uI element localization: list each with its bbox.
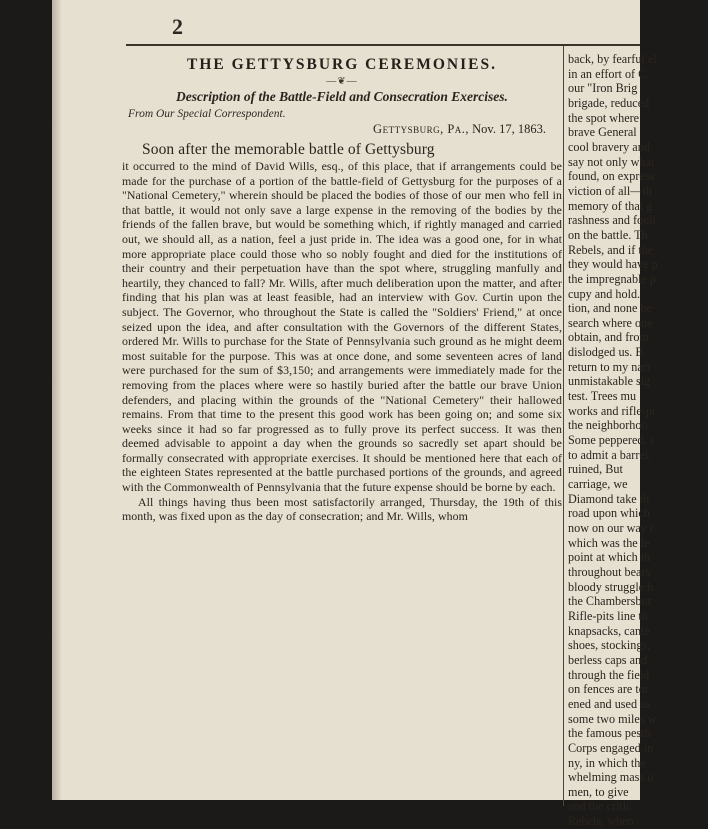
article-paragraph-1: it occurred to the mind of David Wills, esq., of this place, that if arrangements could be made for the purchase of a portion of the battle-field of Gettysburg for the purposes of a "National Cemetery," wherein should be placed the bodies of those of our men who fell in that battle, it would not only save a large expense in the removing of the bodies by the friends of the fallen brave, but would be something which, if rightly managed and carried out, we should all, as a nation, feel a just pride in. The idea was a good one, for in what more appropriate place could those who so nobly fought and died for the institutions of their country and their perpetuation have than the spot where, struggling manfully and heartily, they chanced to fall? Mr. Wills, after much deliberation upon the matter, and after finding that his plan was at least feasible, had an interview with Gov. Curtin upon the subject. The Governor, who throughout the State is called the "Soldiers' Friend," at once seized upon the idea, and after consultation with the Governors of the different States, ordered Mr. Wills to purchase for the State of Pennsylvania such ground as he might deem most suitable for the purpose. This was at once done, and some seventeen acres of land were purchased for the sum of $3,150; and arrangements were immediately made for the removing from the places where were so hastily buried after the battle our brave Union defenders, and placing within the grounds of the "National Cemetery" their hallowed remains. From that time to the present this good work has been going on; and some six weeks since it had so far progressed as to fully prove its perfect success. It was then deemed advisable to appoint a day when the grounds so sacredly set apart should be formally consecrated with appropriate exercises. It should be mentioned here that each of the eighteen States represented at the battle purchased portions of the grounds, and agreed with the Commonwealth of Pennsylvania that the future expense should be borne by each. xyxy=(122,159,562,495)
right-column-line: knapsacks, cante xyxy=(568,623,650,638)
article-headline: THE GETTYSBURG CEREMONIES. xyxy=(187,56,497,73)
right-column-line: on the battle. Th xyxy=(568,227,648,242)
right-column-line: they would have p xyxy=(568,257,658,272)
right-column-line: unmistakable sig xyxy=(568,374,651,389)
right-column-line: ruined, But xyxy=(568,462,623,477)
right-column-line: test. Trees mu xyxy=(568,389,637,404)
right-column-line: Rebels, and if the xyxy=(568,242,654,257)
page-number: 2 xyxy=(172,14,183,39)
right-column-line: through the field xyxy=(568,667,650,682)
source-line: From Our Special Correspondent. xyxy=(128,108,286,120)
dateline-date: Nov. 17, 1863. xyxy=(472,122,546,136)
page-edge-shadow xyxy=(52,0,62,800)
right-column-line: rashness and fooli xyxy=(568,213,657,228)
right-column-line: the neighborhoo xyxy=(568,418,648,433)
right-column-line: which was the le xyxy=(568,535,650,550)
right-column-line: cupy and hold. xyxy=(568,286,641,301)
lead-line: Soon after the memorable battle of Gettysburg xyxy=(142,141,435,158)
article-paragraph-2: All things having thus been most satisfactorily arranged, Thursday, the 19th of this month, was fixed upon as the day of consecration; and Mr. Wills, whom xyxy=(122,494,562,524)
right-column-line: Some peppered, s xyxy=(568,433,655,448)
newspaper-page xyxy=(52,0,658,829)
right-column-line: to admit a barrel, xyxy=(568,447,652,462)
right-column-line: dislodged us. B xyxy=(568,345,644,360)
right-column-line: brave General xyxy=(568,125,637,140)
right-column-line: obtain, and from xyxy=(568,330,649,345)
right-column-line: whelming mass o xyxy=(568,770,654,785)
right-column-line: the impregnable p xyxy=(568,271,656,286)
right-column-line: back, by fearful el xyxy=(568,52,657,66)
ornament-divider: —❦— xyxy=(326,76,358,87)
dateline xyxy=(122,122,546,137)
article-subhead: Description of the Battle-Field and Consecration Exercises. xyxy=(176,89,508,104)
right-column-line: shoes, stockings, xyxy=(568,638,651,653)
right-column-line: and the critic xyxy=(568,799,632,814)
right-column-line: throughout bears xyxy=(568,564,651,579)
right-column-line: the spot where xyxy=(568,110,640,125)
right-column-line: memory of that g xyxy=(568,198,653,213)
right-column-line: return to my narr xyxy=(568,359,651,374)
right-column-line: road upon which xyxy=(568,506,650,521)
right-column-line: Rifle-pits line th xyxy=(568,608,648,623)
right-column-line: point at which th xyxy=(568,550,651,565)
right-column-line: Rebels, when xyxy=(568,814,634,829)
right-column xyxy=(568,52,708,829)
right-column-line: Corps engaged in xyxy=(568,740,654,755)
right-column-line: found, on express xyxy=(568,169,655,184)
right-column-line: the Chambersbur xyxy=(568,594,652,609)
right-column-line: works and rifle-pi xyxy=(568,403,656,418)
right-column-line: the famous pesth xyxy=(568,726,651,741)
right-column-line: ened and used as xyxy=(568,696,651,711)
right-column-line: Diamond take th xyxy=(568,491,650,506)
right-column-line: say not only what xyxy=(568,154,655,169)
column-divider xyxy=(563,46,564,806)
dateline-place: Gettysburg, Pa., xyxy=(373,122,470,136)
right-column-line: on fences are tor xyxy=(568,682,649,697)
right-column-line: tion, and none be xyxy=(568,301,652,316)
right-column-line: our "Iron Brig xyxy=(568,81,638,96)
right-column-line: brigade, reduced xyxy=(568,95,650,110)
right-column-line: carriage, we xyxy=(568,477,628,492)
right-column-line: ny, in which the xyxy=(568,755,646,770)
right-column-line: bloody struggle h xyxy=(568,579,654,594)
right-column-line: some two miles w xyxy=(568,711,657,726)
right-column-line: berless caps and xyxy=(568,652,648,667)
right-column-line: viction of all—th xyxy=(568,183,652,198)
right-column-line: in an effort of C xyxy=(568,66,647,81)
right-column-line: search where one xyxy=(568,315,653,330)
right-column-line: now on our way t xyxy=(568,521,654,535)
right-column-line: men, to give xyxy=(568,784,629,799)
right-column-line: cool bravery and xyxy=(568,139,650,154)
main-column xyxy=(122,52,562,800)
